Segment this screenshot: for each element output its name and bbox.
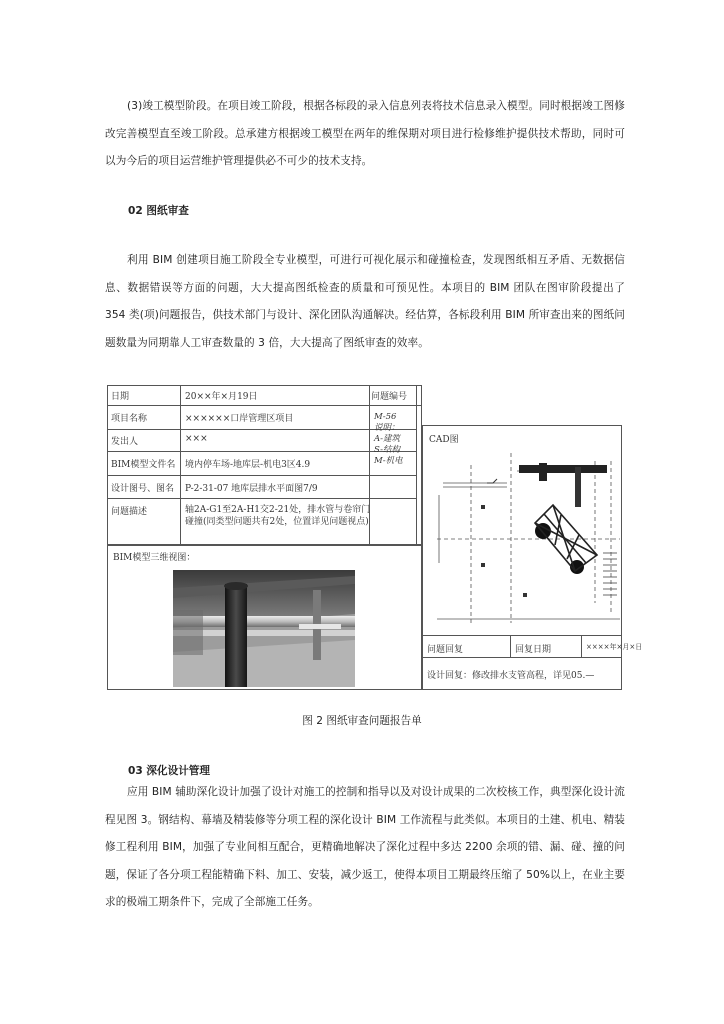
project-label: 项目名称 <box>111 414 148 424</box>
model-file-label: BIM模型文件名 <box>111 460 176 470</box>
issuer-value: ××× <box>185 434 208 444</box>
date-label: 日期 <box>111 392 130 402</box>
bim-3d-render <box>173 570 355 687</box>
issue-code-legend <box>374 412 420 467</box>
reply-label: 问题回复 <box>427 645 464 655</box>
design-reply: 设计回复：修改排水支管高程，详见05.— <box>427 671 595 681</box>
heading-drawing-review: 02 图纸审查 <box>128 205 189 217</box>
code-line: 说明： <box>374 423 400 433</box>
desc-value: 轴2A-G1至2A-H1交2-21处，排水管与卷帘门碰撞(同类型问题共有2处，位置详见问题视点) <box>185 505 371 527</box>
desc-label: 问题描述 <box>111 507 148 517</box>
drawing-label: 设计图号、图名 <box>111 484 175 494</box>
model-file-value: 境内停车场-地库层-机电3区4.9 <box>185 460 311 470</box>
drawing-value: P-2-31-07 地库层排水平面图7/9 <box>185 484 318 494</box>
project-value: ××××××口岸管理区项目 <box>185 414 294 424</box>
paragraph-detailed-design: 应用 BIM 辅助深化设计加强了设计对施工的控制和指导以及对设计成果的二次校核工作，典型深化设计流程见图 3。钢结构、幕墙及精装修等分项工程的深化设计 BIM 工作流程与此类似。本项目的土建、机电、精装修工程利用 BIM，加强了专业间相互配合，更精确地解决了深化过程中多达 2200 余项的错、漏、碰、撞的问题，保证了各分项工程能精确下料、加工、安装，减少返工，使得本项目工期最终压缩了 50%以上，在业主要求的极端工期条件下，完成了全部施工任务。 <box>105 786 625 908</box>
reply-date-value: ××××年×月×日 <box>586 643 643 651</box>
reply-date-label: 回复日期 <box>515 645 552 655</box>
cad-drawing <box>427 443 620 633</box>
issue-report-figure <box>107 385 643 690</box>
code-line: M-56 <box>374 412 397 422</box>
date-value: 20××年×月19日 <box>185 392 258 402</box>
heading-detailed-design: 03 深化设计管理 <box>128 765 210 777</box>
code-line: S-结构 <box>374 445 401 455</box>
paragraph-completion-model: (3)竣工模型阶段。在项目竣工阶段，根据各标段的录入信息列表将技术信息录入模型。同时根据竣工图修改完善模型直至竣工阶段。总承建方根据竣工模型在两年的维保期对项目进行检修维护提供技术帮助，同时可以为今后的项目运营维护管理提供必不可少的技术支持。 <box>105 100 625 167</box>
bim-view-label: BIM模型三维视图： <box>113 553 196 563</box>
figure-caption: 图 2 图纸审查问题报告单 <box>302 715 422 727</box>
code-line: A-建筑 <box>374 434 401 444</box>
cad-label: CAD图 <box>429 435 459 445</box>
issue-number-label: 问题编号 <box>371 392 408 402</box>
code-line: M-机电 <box>374 456 403 466</box>
paragraph-drawing-review: 利用 BIM 创建项目施工阶段全专业模型，可进行可视化展示和碰撞检查，发现图纸相互矛盾、无数据信息、数据错误等方面的问题，大大提高图纸检查的质量和可预见性。本项目的 BIM 团队在图审阶段提出了 354 类(项)问题报告，供技术部门与设计、深化团队沟通解决。经估算，各标段利用 BIM 所审查出来的图纸问题数量为同期靠人工审查数量的 3 倍，大大提高了图纸审查的效率。 <box>105 254 625 349</box>
issuer-label: 发出人 <box>111 437 139 447</box>
